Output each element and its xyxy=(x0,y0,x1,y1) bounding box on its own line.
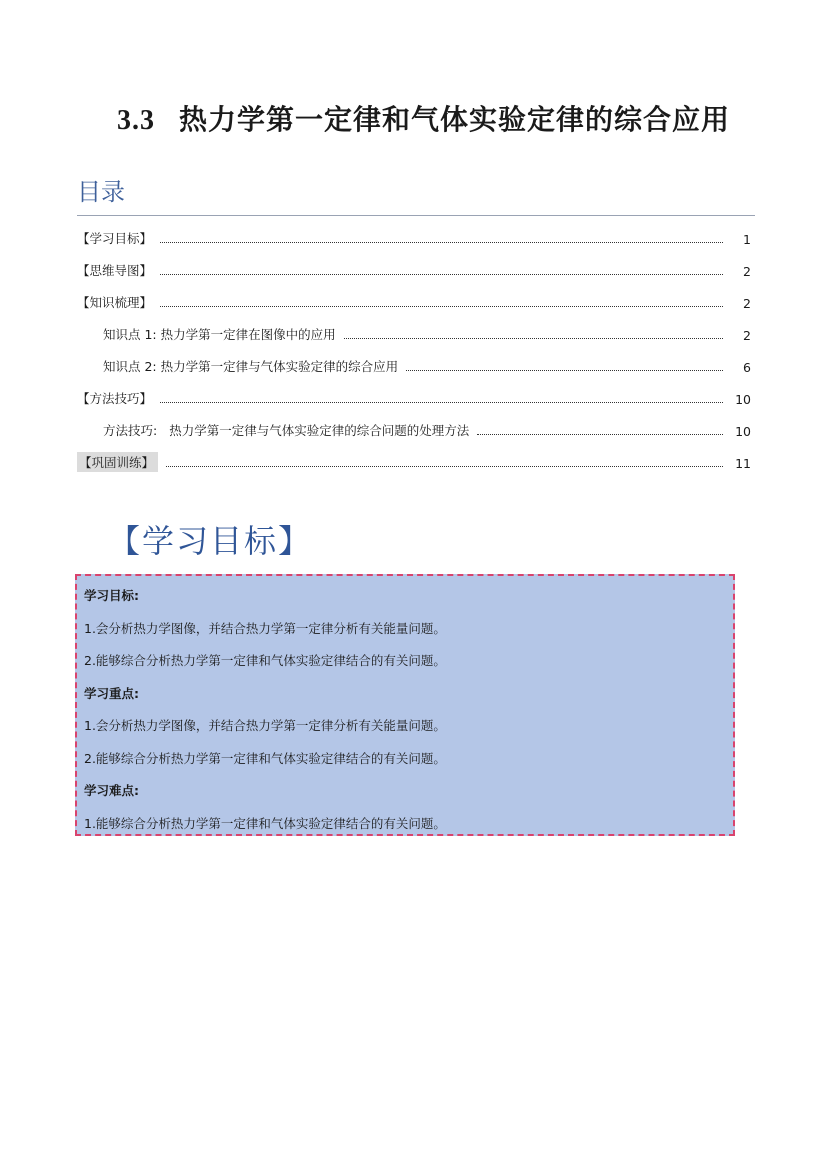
toc-entry-prefix: 知识点 2: xyxy=(103,359,157,374)
toc-entry-text: 热力学第一定律与气体实验定律的综合应用 xyxy=(160,359,399,374)
toc-leader xyxy=(160,402,723,403)
toc-entry-label xyxy=(103,421,469,444)
toc-entry-text: 热力学第一定律与气体实验定律的综合问题的处理方法 xyxy=(169,423,470,438)
toc-page-number: 10 xyxy=(735,424,751,439)
toc-page-number: 1 xyxy=(743,232,751,247)
goal-item: 1.会分析热力学图像，并结合热力学第一定律分析有关能量问题。 xyxy=(84,620,446,636)
toc-leader xyxy=(344,338,723,339)
key-point-item: 2.能够综合分析热力学第一定律和气体实验定律结合的有关问题。 xyxy=(84,750,446,766)
toc-entry-method-1[interactable] xyxy=(77,412,751,444)
toc-leader xyxy=(160,242,723,243)
toc-entry-label: 【知识梳理】 xyxy=(77,295,153,310)
toc-entry-prefix: 知识点 1: xyxy=(103,327,157,342)
toc-entry-label: 【巩固训练】 xyxy=(77,452,158,472)
goal-title: 学习目标: xyxy=(84,588,139,603)
toc-leader xyxy=(166,466,723,467)
toc-entry-methods[interactable] xyxy=(77,380,751,412)
page-title xyxy=(0,98,827,138)
toc-entry-label: 【学习目标】 xyxy=(77,231,153,246)
toc-leader xyxy=(477,434,723,435)
toc-entry-prefix: 方法技巧: xyxy=(103,423,158,438)
toc-entry-label xyxy=(103,357,398,380)
section-heading: 【学习目标】 xyxy=(108,522,313,560)
toc-page-number: 6 xyxy=(743,360,751,375)
toc-entry-mind-map[interactable] xyxy=(77,252,751,284)
difficulty-item: 1.能够综合分析热力学第一定律和气体实验定律结合的有关问题。 xyxy=(84,815,446,831)
toc-page-number: 2 xyxy=(743,328,751,343)
toc-leader xyxy=(160,306,723,307)
title-text: 热力学第一定律和气体实验定律的综合应用 xyxy=(178,103,730,136)
toc-entry-practice[interactable] xyxy=(77,444,751,476)
toc-leader xyxy=(160,274,723,275)
toc-entry-label: 【方法技巧】 xyxy=(77,391,153,406)
toc-page-number: 2 xyxy=(743,264,751,279)
toc-page-number: 10 xyxy=(735,392,751,407)
toc-leader xyxy=(406,370,723,371)
toc-entry-point-1[interactable] xyxy=(77,316,751,348)
toc-entry-point-2[interactable] xyxy=(77,348,751,380)
toc-entry-text: 热力学第一定律在图像中的应用 xyxy=(160,327,336,342)
toc-entry-label xyxy=(103,325,336,348)
toc-entry-knowledge-review[interactable] xyxy=(77,284,751,316)
toc-page-number: 11 xyxy=(735,456,751,471)
key-points-title: 学习重点: xyxy=(84,685,139,701)
toc-page-number: 2 xyxy=(743,296,751,311)
objectives-box xyxy=(75,574,735,836)
toc-divider xyxy=(77,215,755,216)
table-of-contents xyxy=(77,220,751,476)
key-point-item: 1.会分析热力学图像，并结合热力学第一定律分析有关能量问题。 xyxy=(84,718,446,733)
toc-heading: 目录 xyxy=(77,178,125,206)
goal-item: 2.能够综合分析热力学第一定律和气体实验定律结合的有关问题。 xyxy=(84,653,446,668)
section-number: 3.3 xyxy=(116,105,155,136)
toc-entry-label: 【思维导图】 xyxy=(77,263,153,278)
toc-entry-learning-goals[interactable] xyxy=(77,220,751,252)
difficulty-title: 学习难点: xyxy=(84,783,139,798)
